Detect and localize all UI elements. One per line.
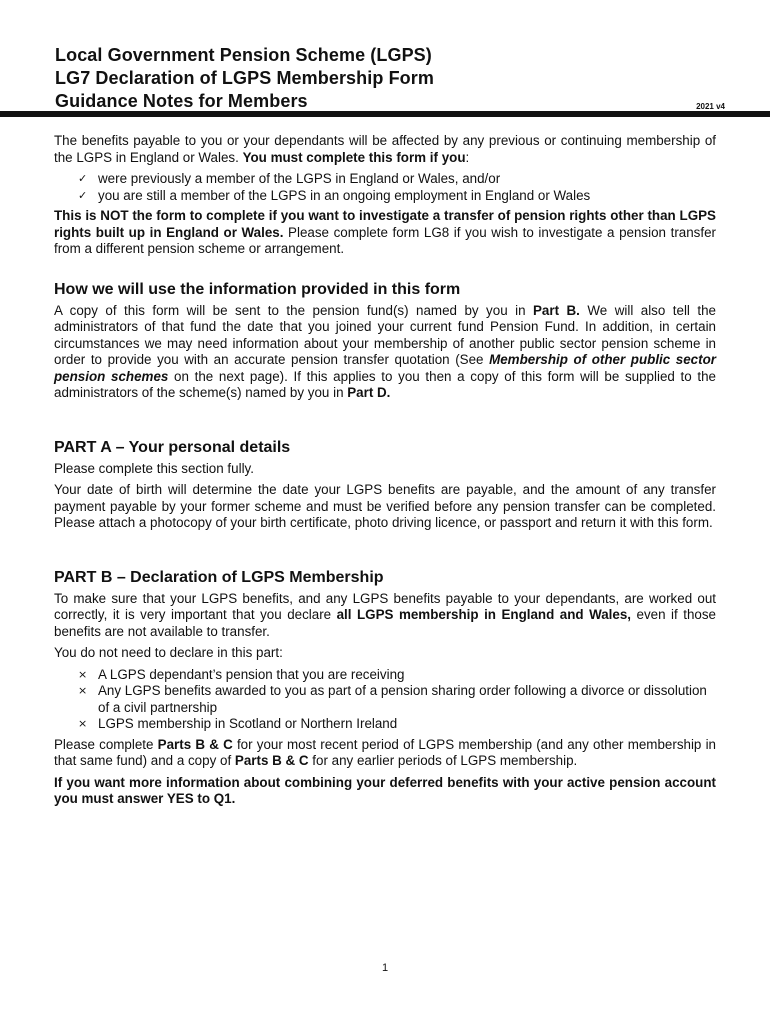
list-item: × A LGPS dependant’s pension that you are receiving <box>78 666 405 682</box>
check-icon: ✓ <box>78 172 88 185</box>
part-a-paragraph-2: Your date of birth will determine the date your LGPS benefits are payable, and the amount of any transfer payment payable by your former scheme and must be verified before any pension transfer can be completed. Please attach a photocopy of your birth certificate, photo driving licence, or passport and return it with this form. <box>54 482 716 530</box>
info-paragraph: A copy of this form will be sent to the pension fund(s) named by you in Part B. We will also tell the administrators of that fund the date that you joined your current fund Pension Fund. In addition, in certain circumstances we may need information about your membership of another public sector pension scheme in order to provide you with an accurate pension transfer quotation (See Membership of other public sector pension schemes on the next page). If this applies to you then a copy of this form will be supplied to the administrators of the scheme(s) named by you in Part D. <box>54 302 716 400</box>
check-list <box>54 171 716 204</box>
section-heading-part-a: PART A – Your personal details <box>54 438 291 456</box>
intro-paragraph: The benefits payable to you or your dependants will be affected by any previous or continuing membership of the LGPS in England or Wales. You must complete this form if you: <box>54 133 716 165</box>
part-b-paragraph-4: If you want more information about combining your deferred benefits with your active pension account you must answer YES to Q1. <box>54 774 716 806</box>
part-a-paragraph-1: Please complete this section fully. <box>54 460 254 476</box>
header-rule <box>0 111 770 117</box>
title-line-2: LG7 Declaration of LGPS Membership Form <box>55 68 434 88</box>
list-item: ✓ were previously a member of the LGPS in England or Wales, and/or <box>78 171 501 186</box>
cross-icon: × <box>78 667 88 681</box>
check-icon: ✓ <box>78 188 88 202</box>
cross-icon: × <box>78 684 88 697</box>
cross-icon: × <box>78 717 88 730</box>
cross-list <box>54 667 716 733</box>
title-line-3: Guidance Notes for Members <box>55 91 308 111</box>
part-b-paragraph-3: Please complete Parts B & C for your most recent period of LGPS membership (and any other membership in that same fund) and a copy of Parts B & C for any earlier periods of LGPS membership. <box>54 736 717 768</box>
list-item: ✓ you are still a member of the LGPS in an ongoing employment in England or Wales <box>78 187 591 203</box>
section-heading-part-b: PART B – Declaration of LGPS Membership <box>54 568 384 586</box>
page-number: 1 <box>381 962 389 974</box>
part-b-paragraph-2: You do not need to declare in this part: <box>54 645 283 660</box>
title-line-1: Local Government Pension Scheme (LGPS) <box>55 45 432 65</box>
not-this-form-paragraph: This is NOT the form to complete if you want to investigate a transfer of pension rights other than LGPS rights built up in England or Wales. Please complete form LG8 if you wish to investigate a pension transfer from a different pension scheme or arrangement. <box>54 208 716 256</box>
list-item: × LGPS membership in Scotland or Northern Ireland <box>78 716 398 731</box>
document-body <box>54 133 716 813</box>
part-b-paragraph-1: To make sure that your LGPS benefits, and any LGPS benefits payable to your dependants, are worked out correctly, it is very important that you declare all LGPS membership in England and Wales, even if those benefits are not available to transfer. <box>54 590 716 639</box>
list-item: × Any LGPS benefits awarded to you as part of a pension sharing order following a divorce or dissolution of a civil partnership <box>78 683 707 715</box>
section-heading-info: How we will use the information provided in this form <box>54 280 461 298</box>
document-header <box>55 44 725 113</box>
version-label: 2021 v4 <box>696 102 725 111</box>
